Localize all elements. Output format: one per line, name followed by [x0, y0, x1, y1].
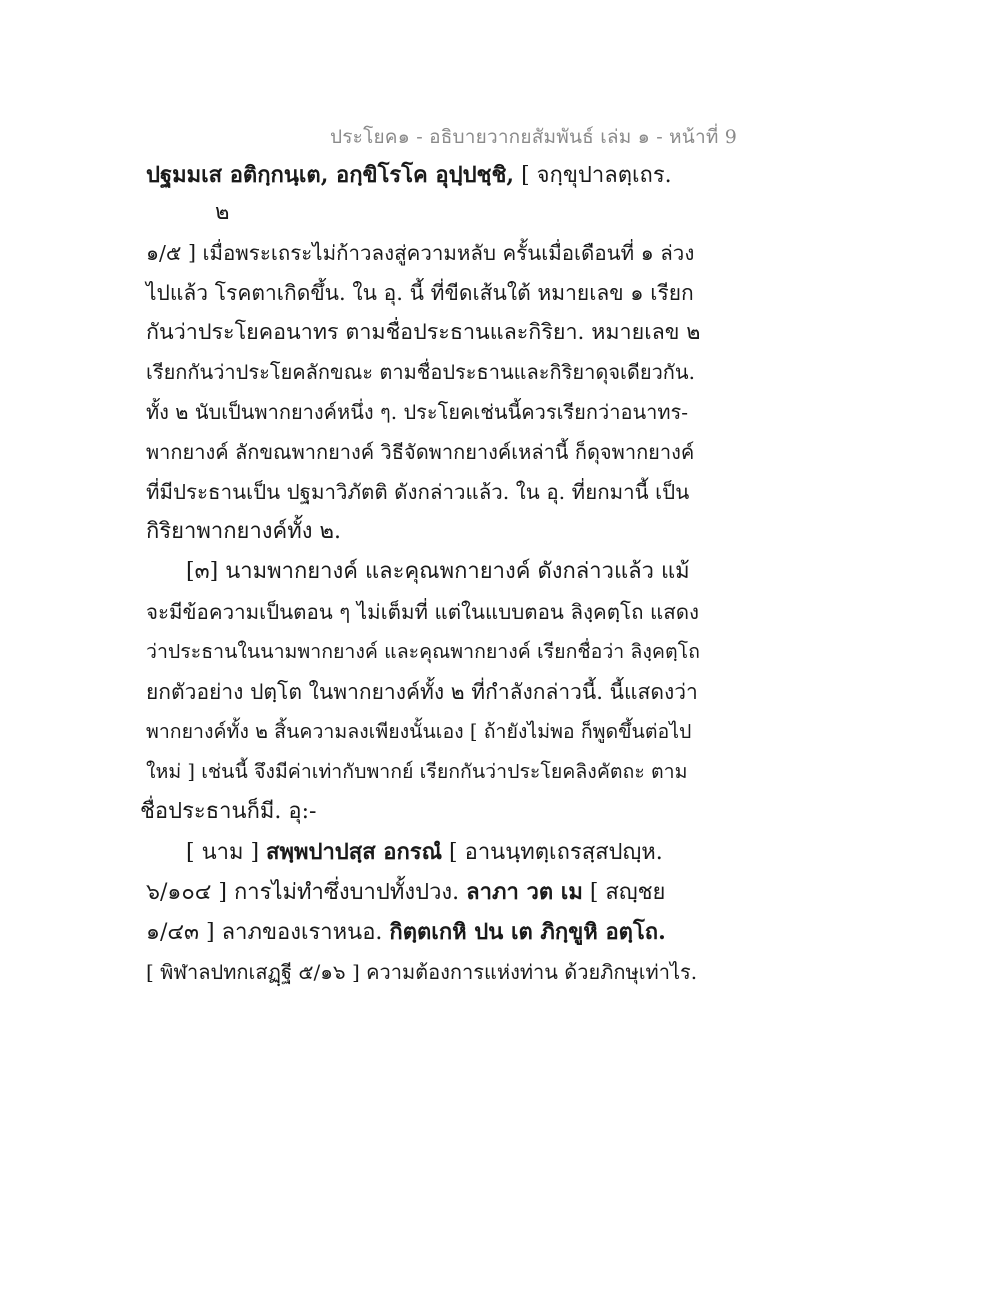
- running-header: ประโยค๑ - อธิบายวากยสัมพันธ์ เล่ม ๑ - หน้าที่ 9: [330, 126, 738, 148]
- text-line: พากยางค์ ลักขณพากยางค์ วิธีจัดพากยางค์เหล่านี้ ก็ดุจพากยางค์: [146, 440, 695, 464]
- text-line: ๖/๑๐๔ ] การไม่ทำซึ่งบาปทั้งปวง. ลาภา วต เม [ สญฺชย: [146, 879, 666, 905]
- citation: [ จกฺขุปาลตฺเถร.: [514, 163, 672, 188]
- text-line: ไปแล้ว โรคตาเกิดขึ้น. ใน อุ. นี้ ที่ขีดเส้นใต้ หมายเลข ๑ เรียก: [146, 281, 694, 305]
- text-line: พากยางค์ทั้ง ๒ สิ้นความลงเพียงนั้นเอง [ ถ้ายังไม่พอ ก็พูดขึ้นต่อไป: [146, 720, 692, 743]
- text-line: ยกตัวอย่าง ปตฺโต ในพากยางค์ทั้ง ๒ ที่กำลังกล่าวนี้. นี้แสดงว่า: [146, 680, 698, 704]
- text-line: เรียกกันว่าประโยคลักขณะ ตามชื่อประธานและกิริยาดุจเดียวกัน.: [146, 360, 695, 384]
- category-label: [ นาม ]: [186, 840, 267, 865]
- text-line: [215, 198, 230, 228]
- text-line: [146, 160, 672, 191]
- text-line: [186, 837, 663, 868]
- text-line: จะมีข้อความเป็นตอน ๆ ไม่เต็มที่ แต่ในแบบตอน ลิงฺคตฺโถ แสดง: [146, 600, 700, 624]
- citation-volume: ๒: [215, 200, 230, 225]
- text-line: ชื่อประธานก็มี. อุ:-: [140, 799, 317, 824]
- pali-quote: ลาภา วต เม: [466, 879, 583, 905]
- pali-quote: สพฺพปาปสฺส อกรณํ: [266, 839, 443, 865]
- pali-quote: ปฐมมเส อติกฺกนฺเต, อกฺขิโรโค อุปฺปชฺชิ,: [146, 162, 515, 188]
- text-line: กันว่าประโยคอนาทร ตามชื่อประธานและกิริยา. หมายเลข ๒: [146, 320, 701, 345]
- text-line: [ พิฬาลปทกเสฏฺฐี ๕/๑๖ ] ความต้องการแห่งท่าน ด้วยภิกษุเท่าไร.: [146, 960, 698, 984]
- text-line: ๑/๔๓ ] ลาภของเราหนอ. กิตฺตเกหิ ปน เต ภิกฺขูหิ อตฺโถ.: [146, 919, 666, 945]
- text-line: ว่าประธานในนามพากยางค์ และคุณพากยางค์ เรียกชื่อว่า ลิงฺคตฺโถ: [146, 640, 700, 663]
- citation: [ สญฺชย: [582, 880, 666, 905]
- text-line: ทั้ง ๒ นับเป็นพากยางค์หนึ่ง ๆ. ประโยคเช่นนี้ควรเรียกว่าอนาทร-: [146, 400, 689, 424]
- citation: [ อานนฺทตฺเถรสฺสปญฺห.: [442, 840, 663, 865]
- text-line: ที่มีประธานเป็น ปฐมาวิภัตติ ดังกล่าวแล้ว. ใน อุ. ที่ยกมานี้ เป็น: [146, 480, 690, 504]
- text-line: [๓] นามพากยางค์ และคุณพกายางค์ ดังกล่าวแล้ว แม้: [186, 559, 690, 584]
- pali-quote: กิตฺตเกหิ ปน เต ภิกฺขูหิ อตฺโถ.: [389, 919, 666, 945]
- text-line: ๑/๕ ] เมื่อพระเถระไม่ก้าวลงสู่ความหลับ ครั้นเมื่อเดือนที่ ๑ ล่วง: [146, 241, 695, 265]
- text-line: ใหม่ ] เช่นนี้ จึงมีค่าเท่ากับพากย์ เรียกกันว่าประโยคลิงคัตถะ ตาม: [146, 760, 688, 783]
- text-line: กิริยาพากยางค์ทั้ง ๒.: [146, 519, 341, 544]
